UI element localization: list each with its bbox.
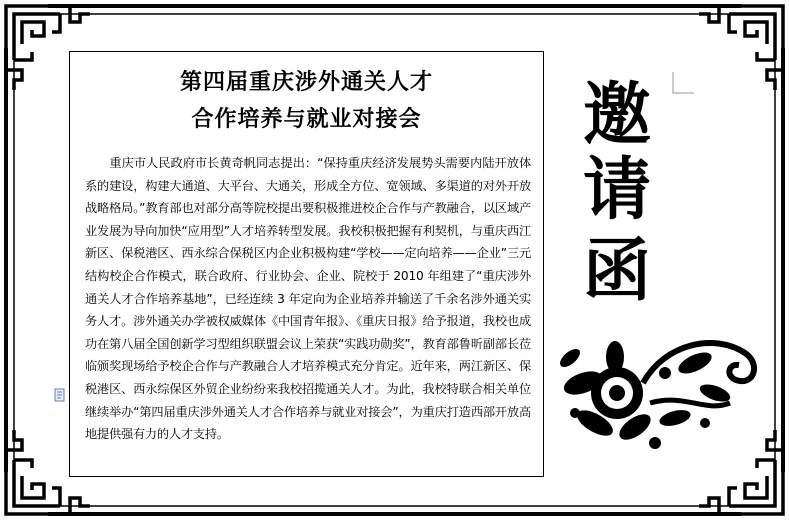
- invitation-heading-char-2: 请: [582, 150, 651, 230]
- invitation-text-box: [69, 51, 544, 477]
- document-body: 重庆市人民政府市长黄奇帆同志提出：“保持重庆经济发展势头需要内陆开放体系的建设，构建大通道、大平台、大通关，形成全方位、宽领域、多渠道的对外开放战略格局。”教育部也对部分高等院校提出要积极推进校企合作与产教融合，以区域产业发展为导向加快“应用型”人才培养转型发展。我校积极把握有利契机，与重庆西江新区、保税港区、西永综合保税区内企业积极构建“学校——定向培养——企业”三元结构校企合作模式，联合政府、行业协会、企业、院校于 2010 年组建了“重庆涉外通关人才合作培养基地”，已经连续 3 年定向为企业培养并输送了千余名涉外通关实务人才。涉外通关办学被权威媒体《中国青年报》、《重庆日报》给予报道，我校也成功在第八届全国创新学习型组织联盟会议上荣获“实践功勋奖”，教育部鲁昕副部长莅临颁奖现场给予校企合作与产教融合人才培养模式充分肯定。近年来，两江新区、保税港区、西永综保区外贸企业纷纷来我校招揽通关人才。为此，我校特联合相关单位继续举办“第四届重庆涉外通关人才合作培养与就业对接会”，为重庆打造西部开放高地提供强有力的人才支持。: [85, 156, 531, 442]
- invitation-heading-char-3: 函: [582, 231, 651, 311]
- document-title-line2: 合作培养与就业对接会: [191, 107, 422, 132]
- text-boundary-corner-icon: [672, 72, 696, 96]
- floral-ornament-icon: [555, 323, 765, 478]
- invitation-heading-char-1: 邀: [582, 75, 651, 155]
- paste-options-icon[interactable]: [53, 388, 67, 402]
- document-title-line1: 第四届重庆涉外通关人才: [179, 70, 433, 95]
